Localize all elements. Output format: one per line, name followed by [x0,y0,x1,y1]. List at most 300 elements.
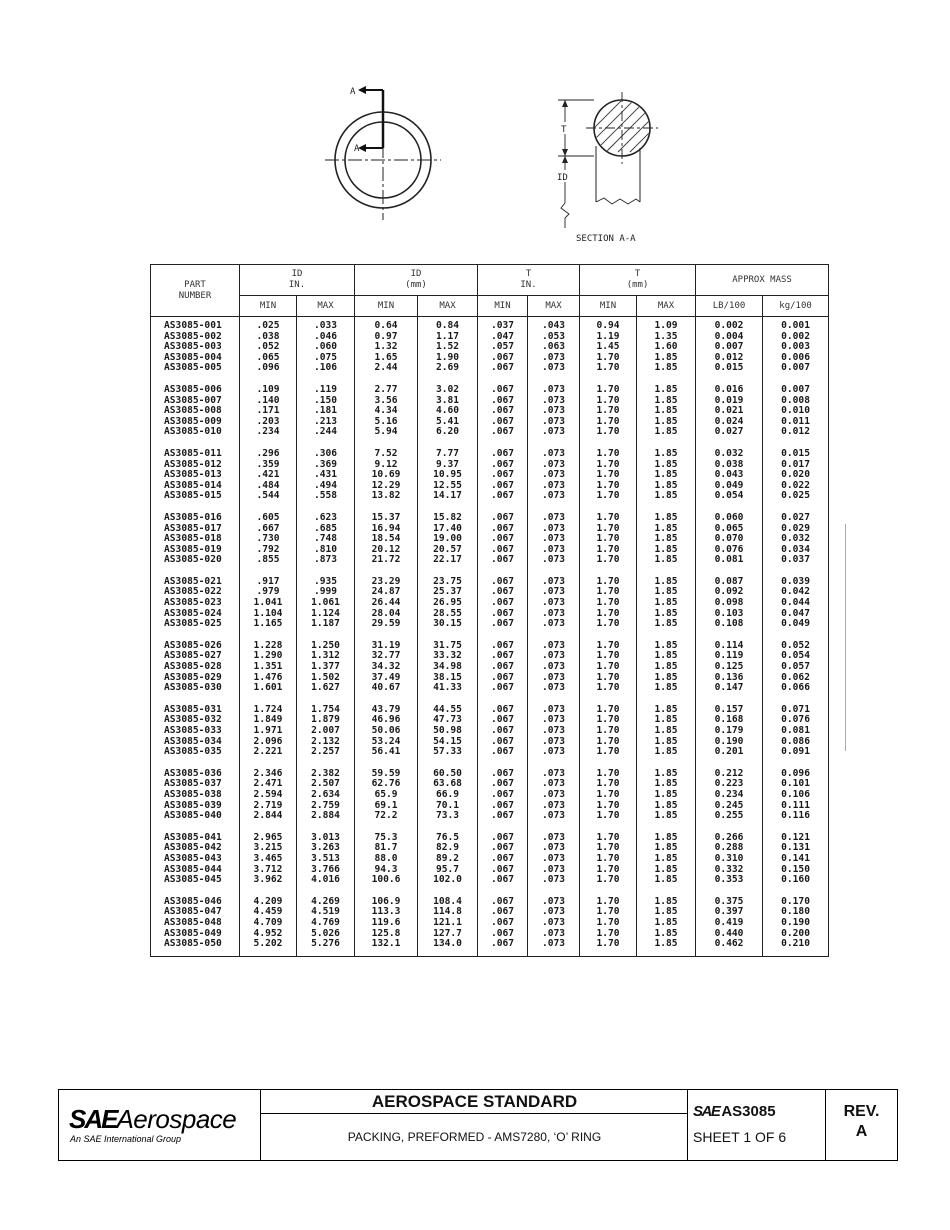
cell-t-in-max: .073 [528,843,580,854]
cell-id-in-min: 2.719 [240,801,297,812]
cell-t-in-min: .067 [478,481,528,492]
cell-t-in-min: .067 [478,779,528,790]
cell-id-in-min: .917 [240,566,297,588]
cell-mass-kg-100: 0.006 [763,353,829,364]
cell-t-mm-max: 1.85 [637,396,696,407]
cell-mass-kg-100: 0.052 [763,630,829,652]
cell-t-in-max: .073 [528,865,580,876]
cell-id-in-max: .873 [297,555,355,566]
cell-mass-lb-100: 0.070 [696,534,763,545]
cell-id-mm-min: 9.12 [355,460,418,471]
cell-id-mm-min: 16.94 [355,524,418,535]
cell-id-in-max: .431 [297,470,355,481]
cell-mass-lb-100: 0.136 [696,673,763,684]
cell-id-in-min: 1.041 [240,598,297,609]
cell-id-mm-max: 19.00 [418,534,478,545]
cell-t-mm-min: 1.70 [580,598,637,609]
cell-id-in-max: 1.377 [297,662,355,673]
cell-mass-lb-100: 0.223 [696,779,763,790]
cell-id-mm-min: 24.87 [355,587,418,598]
cell-t-mm-min: 1.70 [580,609,637,620]
cell-mass-kg-100: 0.002 [763,332,829,343]
cell-part-number: AS3085-033 [151,726,240,737]
cell-mass-kg-100: 0.015 [763,438,829,460]
cell-t-mm-min: 1.70 [580,545,637,556]
cell-id-in-min: .605 [240,502,297,524]
cell-t-in-min: .067 [478,630,528,652]
document-description: PACKING, PREFORMED - AMS7280, ‘O’ RING [347,1130,602,1144]
cell-t-mm-min: 1.70 [580,854,637,865]
cell-t-mm-min: 1.19 [580,332,637,343]
cell-id-mm-min: 15.37 [355,502,418,524]
cell-mass-lb-100: 0.266 [696,822,763,844]
cell-mass-kg-100: 0.010 [763,406,829,417]
cell-mass-lb-100: 0.081 [696,555,763,566]
cell-t-in-max: .073 [528,353,580,364]
cell-part-number: AS3085-005 [151,363,240,374]
cell-t-in-min: .067 [478,758,528,780]
table-row [151,317,829,332]
cell-part-number: AS3085-032 [151,715,240,726]
table-row [151,619,829,630]
cell-t-mm-max: 1.85 [637,438,696,460]
cell-id-in-min: 1.228 [240,630,297,652]
cell-id-in-max: 1.502 [297,673,355,684]
table-row [151,854,829,865]
cell-t-mm-max: 1.85 [637,630,696,652]
subheader-t-in-max: MAX [528,296,580,317]
cell-id-in-min: .096 [240,363,297,374]
cell-t-in-min: .067 [478,502,528,524]
cell-t-mm-min: 1.70 [580,918,637,929]
cell-t-in-min: .067 [478,524,528,535]
cell-id-mm-min: 119.6 [355,918,418,929]
cell-part-number: AS3085-017 [151,524,240,535]
cell-mass-lb-100: 0.049 [696,481,763,492]
cell-id-in-max: .623 [297,502,355,524]
cell-t-mm-min: 1.70 [580,758,637,780]
cell-t-mm-min: 1.70 [580,683,637,694]
cell-id-in-min: .109 [240,374,297,396]
cell-id-in-min: .359 [240,460,297,471]
cell-t-in-max: .073 [528,651,580,662]
cell-mass-kg-100: 0.054 [763,651,829,662]
cell-id-in-max: 2.007 [297,726,355,737]
cell-mass-kg-100: 0.037 [763,555,829,566]
cell-t-in-min: .067 [478,662,528,673]
cell-part-number: AS3085-029 [151,673,240,684]
cell-t-mm-min: 1.70 [580,374,637,396]
cell-t-in-max: .053 [528,332,580,343]
cell-t-mm-max: 1.85 [637,673,696,684]
table-row [151,502,829,524]
cell-part-number: AS3085-039 [151,801,240,812]
cell-id-in-min: 2.471 [240,779,297,790]
cell-id-mm-min: 53.24 [355,737,418,748]
cell-t-mm-min: 1.70 [580,811,637,822]
cell-part-number: AS3085-012 [151,460,240,471]
cell-id-mm-min: 75.3 [355,822,418,844]
cell-t-in-max: .073 [528,662,580,673]
cell-id-mm-min: 28.04 [355,609,418,620]
cell-id-in-max: 2.884 [297,811,355,822]
cell-t-in-min: .067 [478,534,528,545]
cell-part-number: AS3085-014 [151,481,240,492]
cell-mass-kg-100: 0.034 [763,545,829,556]
table-row [151,822,829,844]
cell-t-in-min: .067 [478,939,528,956]
dimension-label-id: ID [557,173,568,183]
table-row [151,427,829,438]
cell-t-mm-min: 1.70 [580,662,637,673]
o-ring-diagram [300,78,700,258]
cell-mass-kg-100: 0.062 [763,673,829,684]
cell-t-mm-min: 1.70 [580,715,637,726]
cell-id-in-min: 2.594 [240,790,297,801]
cell-mass-kg-100: 0.039 [763,566,829,588]
header-t-mm: T (mm) [580,265,696,296]
cell-id-mm-max: 26.95 [418,598,478,609]
cell-part-number: AS3085-026 [151,630,240,652]
cell-t-in-max: .073 [528,801,580,812]
cell-id-mm-max: 66.9 [418,790,478,801]
cell-mass-kg-100: 0.150 [763,865,829,876]
cell-t-mm-min: 1.70 [580,886,637,908]
cell-id-in-max: .999 [297,587,355,598]
cell-t-mm-min: 1.70 [580,566,637,588]
logo-cell [59,1090,261,1160]
cell-id-in-max: 2.759 [297,801,355,812]
cell-mass-lb-100: 0.108 [696,619,763,630]
cell-id-in-min: .730 [240,534,297,545]
cell-id-mm-max: 60.50 [418,758,478,780]
cell-t-mm-max: 1.85 [637,822,696,844]
cell-t-mm-max: 1.85 [637,566,696,588]
cell-id-in-min: .140 [240,396,297,407]
cell-t-in-max: .073 [528,747,580,758]
cell-t-in-max: .073 [528,534,580,545]
cell-id-in-max: 4.769 [297,918,355,929]
cell-id-mm-min: 1.32 [355,342,418,353]
table-row [151,886,829,908]
cell-id-in-min: 4.459 [240,907,297,918]
cell-id-mm-min: 62.76 [355,779,418,790]
cell-mass-kg-100: 0.210 [763,939,829,956]
table-row [151,747,829,758]
cell-t-in-min: .067 [478,854,528,865]
cell-t-in-max: .073 [528,566,580,588]
cell-t-in-max: .073 [528,481,580,492]
cell-mass-lb-100: 0.019 [696,396,763,407]
cell-t-mm-max: 1.85 [637,555,696,566]
cell-id-mm-max: 4.60 [418,406,478,417]
cell-mass-lb-100: 0.027 [696,427,763,438]
cell-mass-kg-100: 0.027 [763,502,829,524]
cell-id-mm-max: 73.3 [418,811,478,822]
cell-t-in-min: .067 [478,726,528,737]
cell-t-mm-max: 1.85 [637,406,696,417]
cell-id-mm-max: 9.37 [418,460,478,471]
table-row [151,438,829,460]
cell-id-mm-max: 5.41 [418,417,478,428]
cell-mass-kg-100: 0.101 [763,779,829,790]
cell-t-in-min: .067 [478,683,528,694]
cell-t-mm-max: 1.85 [637,651,696,662]
cell-mass-kg-100: 0.020 [763,470,829,481]
cell-part-number: AS3085-046 [151,886,240,908]
cell-id-in-max: 3.263 [297,843,355,854]
cell-t-mm-max: 1.85 [637,491,696,502]
cell-id-mm-max: 70.1 [418,801,478,812]
table-row [151,555,829,566]
cell-id-mm-max: 25.37 [418,587,478,598]
cell-t-mm-min: 1.70 [580,737,637,748]
cell-t-mm-max: 1.85 [637,481,696,492]
cell-t-mm-min: 1.70 [580,406,637,417]
cell-t-in-max: .073 [528,790,580,801]
cell-t-in-min: .067 [478,598,528,609]
cell-id-mm-min: 10.69 [355,470,418,481]
cell-mass-lb-100: 0.060 [696,502,763,524]
cell-mass-lb-100: 0.114 [696,630,763,652]
cell-id-mm-min: 37.49 [355,673,418,684]
cell-t-in-min: .067 [478,907,528,918]
subheader-kg-100: kg/100 [763,296,829,317]
cell-id-in-max: 1.124 [297,609,355,620]
cell-id-in-max: 1.061 [297,598,355,609]
cell-t-mm-max: 1.85 [637,363,696,374]
cell-mass-lb-100: 0.016 [696,374,763,396]
cell-id-mm-min: 46.96 [355,715,418,726]
cell-id-mm-max: 114.8 [418,907,478,918]
cell-mass-lb-100: 0.038 [696,460,763,471]
section-label-a-mid: A [354,144,360,154]
table-row [151,811,829,822]
cell-part-number: AS3085-025 [151,619,240,630]
cell-id-in-max: .558 [297,491,355,502]
cell-id-mm-min: 13.82 [355,491,418,502]
subheader-lb-100: LB/100 [696,296,763,317]
cell-t-in-min: .037 [478,317,528,332]
cell-t-mm-min: 1.70 [580,587,637,598]
cell-id-in-max: .075 [297,353,355,364]
cell-id-in-min: .855 [240,555,297,566]
cell-t-in-max: .073 [528,939,580,956]
cell-part-number: AS3085-010 [151,427,240,438]
cell-t-in-min: .067 [478,918,528,929]
cell-id-in-min: 2.965 [240,822,297,844]
cell-part-number: AS3085-013 [151,470,240,481]
cell-id-in-min: 2.221 [240,747,297,758]
table-row [151,939,829,956]
cell-t-in-max: .073 [528,886,580,908]
cell-mass-lb-100: 0.004 [696,332,763,343]
cell-id-mm-min: 132.1 [355,939,418,956]
cell-id-mm-max: 89.2 [418,854,478,865]
cell-t-mm-min: 1.70 [580,939,637,956]
cell-t-in-min: .067 [478,694,528,716]
cell-t-mm-min: 1.70 [580,417,637,428]
cell-t-mm-max: 1.85 [637,854,696,865]
cell-id-mm-max: 41.33 [418,683,478,694]
cell-mass-lb-100: 0.032 [696,438,763,460]
cell-id-mm-max: 2.69 [418,363,478,374]
cell-t-mm-min: 1.70 [580,843,637,854]
cell-id-in-max: 1.879 [297,715,355,726]
cell-mass-lb-100: 0.375 [696,886,763,908]
cell-t-in-min: .067 [478,470,528,481]
cell-mass-lb-100: 0.024 [696,417,763,428]
header-t-in: T IN. [478,265,580,296]
cell-t-mm-min: 1.70 [580,353,637,364]
header-id-mm: ID (mm) [355,265,478,296]
cell-t-mm-min: 1.70 [580,491,637,502]
cell-id-in-min: .065 [240,353,297,364]
cell-part-number: AS3085-037 [151,779,240,790]
cell-t-in-min: .067 [478,587,528,598]
cell-id-in-min: .052 [240,342,297,353]
cell-part-number: AS3085-011 [151,438,240,460]
cell-id-in-max: 1.250 [297,630,355,652]
cell-t-mm-max: 1.85 [637,843,696,854]
cell-mass-kg-100: 0.111 [763,801,829,812]
cell-mass-lb-100: 0.043 [696,470,763,481]
cell-id-mm-max: 121.1 [418,918,478,929]
table-row [151,683,829,694]
cell-id-mm-max: 102.0 [418,875,478,886]
cell-mass-lb-100: 0.288 [696,843,763,854]
cell-part-number: AS3085-009 [151,417,240,428]
cell-t-in-min: .067 [478,363,528,374]
cell-mass-kg-100: 0.003 [763,342,829,353]
cell-id-in-min: .667 [240,524,297,535]
cell-mass-kg-100: 0.042 [763,587,829,598]
cell-mass-kg-100: 0.007 [763,374,829,396]
cell-id-in-min: .234 [240,427,297,438]
table-row [151,726,829,737]
cell-id-mm-min: 59.59 [355,758,418,780]
cell-t-mm-min: 1.70 [580,790,637,801]
cell-id-mm-max: 14.17 [418,491,478,502]
cell-mass-kg-100: 0.022 [763,481,829,492]
cell-id-in-max: 1.754 [297,694,355,716]
cell-t-mm-max: 1.85 [637,417,696,428]
cell-mass-kg-100: 0.047 [763,609,829,620]
cell-t-in-max: .073 [528,918,580,929]
cell-id-in-max: .748 [297,534,355,545]
cell-id-in-max: 1.312 [297,651,355,662]
cell-mass-lb-100: 0.397 [696,907,763,918]
cell-id-mm-max: 44.55 [418,694,478,716]
cell-id-in-max: 1.187 [297,619,355,630]
cell-id-in-max: 4.269 [297,886,355,908]
sae-aerospace-logo: SAEAerospace [69,1104,237,1134]
cell-t-mm-min: 1.70 [580,726,637,737]
cell-mass-kg-100: 0.160 [763,875,829,886]
cell-t-in-max: .073 [528,715,580,726]
cell-t-in-max: .073 [528,470,580,481]
cell-part-number: AS3085-022 [151,587,240,598]
cell-t-in-min: .057 [478,342,528,353]
cell-part-number: AS3085-020 [151,555,240,566]
cell-t-mm-max: 1.85 [637,715,696,726]
cell-id-in-max: .494 [297,481,355,492]
cell-t-in-max: .073 [528,854,580,865]
cell-mass-lb-100: 0.332 [696,865,763,876]
cell-id-in-max: .810 [297,545,355,556]
header-part-number: PART NUMBER [151,265,240,317]
cell-id-in-max: .369 [297,460,355,471]
cell-mass-kg-100: 0.086 [763,737,829,748]
cell-part-number: AS3085-031 [151,694,240,716]
cell-id-mm-max: 54.15 [418,737,478,748]
cell-mass-kg-100: 0.001 [763,317,829,332]
cell-id-in-max: .213 [297,417,355,428]
document-heading: AEROSPACE STANDARD [261,1090,688,1114]
cell-mass-lb-100: 0.007 [696,342,763,353]
cell-part-number: AS3085-007 [151,396,240,407]
cell-id-in-max: 3.013 [297,822,355,844]
cell-id-mm-max: 0.84 [418,317,478,332]
subheader-id-mm-max: MAX [418,296,478,317]
cell-id-mm-min: 125.8 [355,929,418,940]
cell-t-in-min: .067 [478,491,528,502]
cell-id-in-max: .244 [297,427,355,438]
cell-t-mm-min: 1.70 [580,651,637,662]
cell-t-mm-min: 1.70 [580,481,637,492]
cell-t-mm-min: 1.70 [580,438,637,460]
cell-id-mm-max: 108.4 [418,886,478,908]
cell-id-mm-max: 82.9 [418,843,478,854]
cell-t-mm-max: 1.85 [637,609,696,620]
cell-id-in-max: 4.519 [297,907,355,918]
cell-t-in-max: .073 [528,396,580,407]
subheader-t-mm-max: MAX [637,296,696,317]
cell-mass-kg-100: 0.141 [763,854,829,865]
cell-t-mm-min: 1.70 [580,630,637,652]
cell-id-mm-max: 10.95 [418,470,478,481]
cell-id-mm-max: 63.68 [418,779,478,790]
cell-mass-lb-100: 0.002 [696,317,763,332]
cell-t-in-min: .067 [478,460,528,471]
cell-mass-lb-100: 0.103 [696,609,763,620]
cell-t-in-min: .067 [478,651,528,662]
cell-t-mm-min: 1.70 [580,396,637,407]
cell-mass-kg-100: 0.131 [763,843,829,854]
cell-t-in-min: .067 [478,406,528,417]
cell-t-mm-max: 1.85 [637,598,696,609]
cell-mass-kg-100: 0.081 [763,726,829,737]
cell-mass-kg-100: 0.044 [763,598,829,609]
cell-id-in-max: .685 [297,524,355,535]
cell-id-mm-max: 95.7 [418,865,478,876]
cell-mass-lb-100: 0.076 [696,545,763,556]
cell-id-in-min: .296 [240,438,297,460]
table-row [151,566,829,588]
cell-part-number: AS3085-034 [151,737,240,748]
cell-id-in-max: .150 [297,396,355,407]
cell-mass-kg-100: 0.057 [763,662,829,673]
cell-id-mm-min: 72.2 [355,811,418,822]
cell-id-mm-max: 22.17 [418,555,478,566]
cell-id-mm-min: 100.6 [355,875,418,886]
cell-id-in-max: .181 [297,406,355,417]
cell-id-in-min: 3.962 [240,875,297,886]
cell-mass-kg-100: 0.066 [763,683,829,694]
cell-t-mm-max: 1.85 [637,801,696,812]
cell-id-mm-max: 6.20 [418,427,478,438]
standard-cell [688,1090,826,1160]
